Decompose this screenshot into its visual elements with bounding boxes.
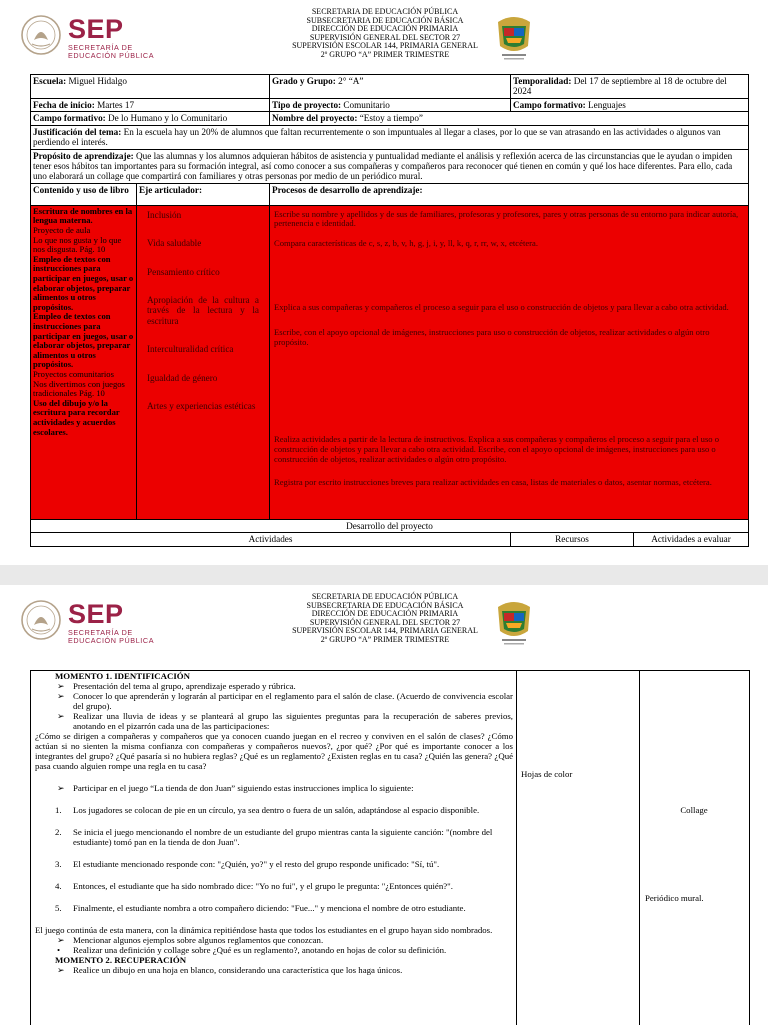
contenido-item: Proyectos comunitarios (33, 368, 114, 379)
recursos-header: Recursos (511, 533, 634, 547)
campo-humano-cell (31, 112, 270, 125)
proposito-label: Propósito de aprendizaje: (33, 150, 134, 161)
contenido-item: Proyecto de aula (33, 225, 91, 236)
eje-header (137, 183, 270, 205)
list-item (35, 965, 513, 975)
campo-value: Lenguajes (588, 99, 626, 110)
fecha-label: Fecha de inicio: (33, 99, 95, 110)
contenido-item: Lo que nos gusta y lo que nos disgusta. Pág. 10 (33, 234, 122, 255)
procesos-header-text: Procesos de desarrollo de aprendizaje: (272, 184, 423, 195)
temporalidad-label: Temporalidad: (513, 76, 572, 86)
header-line: SECRETARIA DE EDUCACIÓN PÚBLICA (311, 7, 459, 16)
recurso-hojas: Hojas de color (521, 769, 573, 779)
tipo-label: Tipo de proyecto: (272, 99, 342, 110)
sep-subtitle-line1: SECRETARÍA DE (68, 628, 133, 637)
sep-subtitle (68, 629, 154, 645)
sep-logo (20, 12, 160, 60)
justificacion-label: Justificación del tema: (33, 126, 122, 137)
proposito-text: Que las alumnas y los alumnos adquieran hábitos de asistencia y puntualidad mediante el análisis y reflexión acerca de las circunstancias que le ayudan o impiden tener esos hábitos tan importantes para su formación integral, así como conocer a sus compañeras y compañeros para reconocer qué tienen en común y qué los hace diferentes. Para ello, cada uno elaborará un collage que compartirá con familiares y otras personas por medio de un periódico mural. (33, 150, 733, 182)
page-2 (0, 585, 768, 1024)
header-line: SUBSECRETARIA DE EDUCACIÓN BÁSICA (306, 600, 464, 610)
mexico-seal-icon (20, 14, 62, 56)
list-item (35, 935, 513, 945)
sep-subtitle (68, 44, 154, 60)
eje-header-text: Eje articulador: (139, 184, 203, 195)
proceso-item: Escribe, con el apoyo opcional de imágenes, instrucciones para uso o construcción de objetos, realizar actividades o algún otro propósito. (274, 327, 710, 347)
sep-subtitle-line1: SECRETARÍA DE (68, 43, 133, 52)
ejes-column (137, 205, 270, 519)
evaluar-collage: Collage (680, 805, 708, 815)
header-line: 2º GRUPO “A” PRIMER TRIMESTRE (320, 634, 450, 644)
step-item (35, 903, 513, 913)
grado-value: 2° “A” (338, 76, 364, 86)
sep-subtitle-line2: EDUCACIÓN PÚBLICA (68, 636, 155, 645)
tipo-cell (270, 98, 511, 111)
step-number: 5. (55, 903, 62, 913)
eje-item: Artes y experiencias estéticas (147, 401, 256, 412)
institution-header (270, 593, 500, 645)
list-item-text: Realizar una lluvia de ideas y se planteará al grupo las siguientes preguntas para la recuperación de saberes previos, anotando en el pizarrón cada una de las participaciones: (73, 711, 513, 731)
justificacion-cell (31, 125, 749, 149)
questions-paragraph: ¿Cómo se dirigen a compañeras y compañeros que ya conocen cuando juegan en el recreo y conviven en el salón de clases? ¿Cómo actúan si no sienten la misma confianza con compañeras y compañeros nuevos?, ¿por qué? ¿Por qué es importante conocer a los integrantes del grupo? ¿Qué pasaría si no hubiera reglas? ¿Qué es un reglamento? ¿Existen reglas en tu casa? ¿Quién las genera? ¿Qué pasa cuando alguien rompe una regla en tu casa? (35, 731, 513, 771)
arrow-bullet-icon: ➢ (57, 711, 65, 721)
campo-value: De lo Humano y lo Comunitario (108, 113, 228, 124)
temporalidad-cell (511, 75, 749, 99)
list-item-text: Realizar una definición y collage sobre ¿Qué es un reglamento?, anotando en hojas de color su definición. (73, 945, 447, 955)
header-line: SUPERVISIÓN ESCOLAR 144, PRIMARIA GENERAL (292, 626, 478, 636)
list-item (35, 945, 513, 955)
list-item-text: Conocer lo que aprenderán y lograrán al participar en el reglamento para el salón de clase. (Acuerdo de convivencia escolar del grupo). (73, 691, 513, 711)
state-crest-icon (492, 12, 536, 62)
step-text: Finalmente, el estudiante nombra a otro compañero diciendo: "Fue..." y menciona el nombre de otro estudiante. (73, 903, 466, 913)
contenido-item: Empleo de textos con instrucciones para participar en juegos, usar o elaborar objetos, preparar alimentos u otros propósitos. (33, 311, 134, 370)
desarrollo-row: Desarrollo del proyecto (31, 519, 749, 532)
step-number: 1. (55, 805, 62, 815)
contenido-item: Nos divertimos con juegos tradicionales Pág. 10 (33, 378, 125, 399)
escuela-label: Escuela: (33, 76, 67, 86)
proceso-item: Escribe su nombre y apellidos y de sus de familiares, profesoras y profesores, pares y otras personas de su entorno para indicar autoría, pertenencia e identidad. (274, 208, 739, 229)
proceso-item: Explica a sus compañeras y compañeros el proceso a seguir para el uso o construcción de objetos y para llevar a cabo otra actividad. (274, 301, 729, 312)
step-text: Entonces, el estudiante que ha sido nombrado dice: "Yo no fui", y el grupo le pregunta: "¿Entonces quién?". (73, 881, 453, 891)
eje-item: Vida saludable (147, 238, 202, 249)
list-item-text: Mencionar algunos ejemplos sobre algunos reglamentos que conozcan. (73, 935, 324, 945)
campo-lenguajes-cell (511, 98, 749, 111)
evaluar-header: Actividades a evaluar (634, 533, 749, 547)
mexico-seal-icon (20, 599, 62, 641)
header-line: DIRECCIÓN DE EDUCACIÓN PRIMARIA (311, 609, 459, 619)
sep-subtitle-line2: EDUCACIÓN PÚBLICA (68, 51, 155, 60)
arrow-bullet-icon: ➢ (57, 965, 65, 975)
actividades-header: Actividades (31, 533, 511, 547)
header-line: SECRETARIA DE EDUCACIÓN PÚBLICA (311, 592, 459, 601)
bullet-icon: • (57, 945, 61, 955)
list-item-text: Realice un dibujo en una hoja en blanco, considerando una característica que los haga únicos. (73, 965, 403, 975)
grado-cell (270, 75, 511, 99)
contenido-header-text: Contenido y uso de libro (33, 184, 129, 195)
column-divider (516, 671, 517, 1025)
eje-item: Inclusión (147, 209, 182, 220)
procesos-header (270, 183, 749, 205)
project-table (30, 74, 749, 547)
eje-item: Interculturalidad crítica (147, 344, 234, 355)
campo-label: Campo formativo: (513, 99, 586, 110)
step-number: 2. (55, 827, 62, 837)
nombre-value: “Estoy a tiempo” (359, 113, 423, 124)
header-line: DIRECCIÓN DE EDUCACIÓN PRIMARIA (311, 24, 459, 34)
list-item (35, 681, 513, 691)
temporalidad-value: Del 17 de septiembre al 18 de octubre del 2024 (513, 76, 727, 97)
momento-2-title: MOMENTO 2. RECUPERACIÓN (55, 955, 187, 965)
eje-item: Pensamiento crítico (147, 266, 220, 277)
step-item (35, 859, 513, 869)
list-item (35, 691, 513, 711)
page-header (0, 585, 768, 655)
activities-table (30, 670, 750, 1025)
proceso-item: Compara características de c, s, z, b, v, h, g, j, i, y, ll, k, q, r, rr, w, x, etcétera. (274, 238, 538, 249)
nombre-label: Nombre del proyecto: (272, 113, 358, 124)
institution-header (270, 8, 500, 60)
column-divider (639, 671, 640, 1025)
contenido-column (31, 205, 137, 519)
eje-item: Apropiación de la cultura a través de la lectura y la escritura (147, 295, 260, 326)
nombre-proyecto-cell (270, 112, 749, 125)
arrow-bullet-icon: ➢ (57, 691, 65, 701)
page-gap (0, 565, 768, 585)
grado-label: Grado y Grupo: (272, 76, 336, 86)
step-text: Los jugadores se colocan de pie en un círculo, ya sea dentro o fuera de un salón, adaptándose al espacio disponible. (73, 805, 480, 815)
page-header (0, 0, 768, 70)
step-item (35, 881, 513, 891)
procesos-column (270, 205, 749, 519)
header-line: SUPERVISIÓN GENERAL DEL SECTOR 27 (309, 617, 461, 627)
list-item-text: Participar en el juego “La tienda de don Juan” siguiendo estas instrucciones implica lo siguiente: (73, 783, 414, 793)
activities-column (35, 671, 513, 975)
header-line: SUBSECRETARIA DE EDUCACIÓN BÁSICA (306, 15, 464, 25)
step-number: 4. (55, 881, 62, 891)
contenido-header (31, 183, 137, 205)
eje-item: Igualdad de género (147, 372, 218, 383)
fecha-value: Martes 17 (97, 99, 135, 110)
header-line: SUPERVISIÓN GENERAL DEL SECTOR 27 (309, 32, 461, 42)
state-crest-icon (492, 597, 536, 647)
proceso-item: Registra por escrito instrucciones breves para realizar actividades en casa, listas de materiales o datos, asentar normas, etcétera. (274, 477, 712, 488)
justificacion-text: En la escuela hay un 20% de alumnos que faltan recurrentemente o son impuntuales al llegar a clases, por lo que se van atrasando en las actividades o algunos van perdiendo el interés. (33, 126, 721, 148)
header-line: SUPERVISIÓN ESCOLAR 144, PRIMARIA GENERAL (292, 41, 478, 51)
step-number: 3. (55, 859, 62, 869)
campo-label: Campo formativo: (33, 113, 106, 124)
list-item-text: Presentación del tema al grupo, aprendizaje esperado y rúbrica. (73, 681, 296, 691)
evaluar-periodico: Periódico mural. (645, 893, 704, 903)
list-item (35, 711, 513, 731)
proceso-item: Realiza actividades a partir de la lectura de instructivos. Explica a sus compañeras y compañeros el proceso a seguir para el uso o construcción de objetos y para llevar a cabo otra actividad. Escribe, con el apoyo opcional de imágenes, instrucciones para uso o construcción de objetos, realizar actividades o algún otro propósito. (274, 434, 720, 464)
contenido-item: Uso del dibujo y/o la escritura para recordar actividades y acuerdos escolares. (33, 397, 120, 437)
tipo-value: Comunitario (343, 99, 390, 110)
step-item (35, 805, 513, 815)
header-line: 2º GRUPO “A” PRIMER TRIMESTRE (320, 49, 450, 59)
momento-1-title: MOMENTO 1. IDENTIFICACIÓN (55, 671, 190, 681)
fecha-cell (31, 98, 270, 111)
contenido-item: Empleo de textos con instrucciones para participar en juegos, usar o elaborar objetos, preparar alimentos u otros propósitos. (33, 253, 134, 312)
sep-logo (20, 597, 160, 645)
step-text: Se inicia el juego mencionando el nombre de un estudiante del grupo mientras canta la siguiente canción: "(nombre del estudiante) tomó pan en la tienda de don Juan". (73, 827, 493, 847)
proposito-cell (31, 149, 749, 183)
escuela-value: Miguel Hidalgo (68, 76, 127, 86)
continue-paragraph: El juego continúa de esta manera, con la dinámica repitiéndose hasta que todos los estudiantes en el grupo hayan sido nombrados. (35, 925, 493, 935)
sep-wordmark: SEP (68, 14, 124, 44)
sep-wordmark: SEP (68, 599, 124, 629)
step-item (35, 827, 513, 847)
step-text: El estudiante mencionado responde con: "¿Quién, yo?" y el resto del grupo responde unificado: "Sí, tú". (73, 859, 440, 869)
arrow-bullet-icon: ➢ (57, 935, 65, 945)
arrow-bullet-icon: ➢ (57, 681, 65, 691)
list-item (35, 783, 513, 793)
escuela-cell (31, 75, 270, 99)
arrow-bullet-icon: ➢ (57, 783, 65, 793)
contenido-item: Escritura de nombres en la lengua materna. (33, 205, 133, 226)
